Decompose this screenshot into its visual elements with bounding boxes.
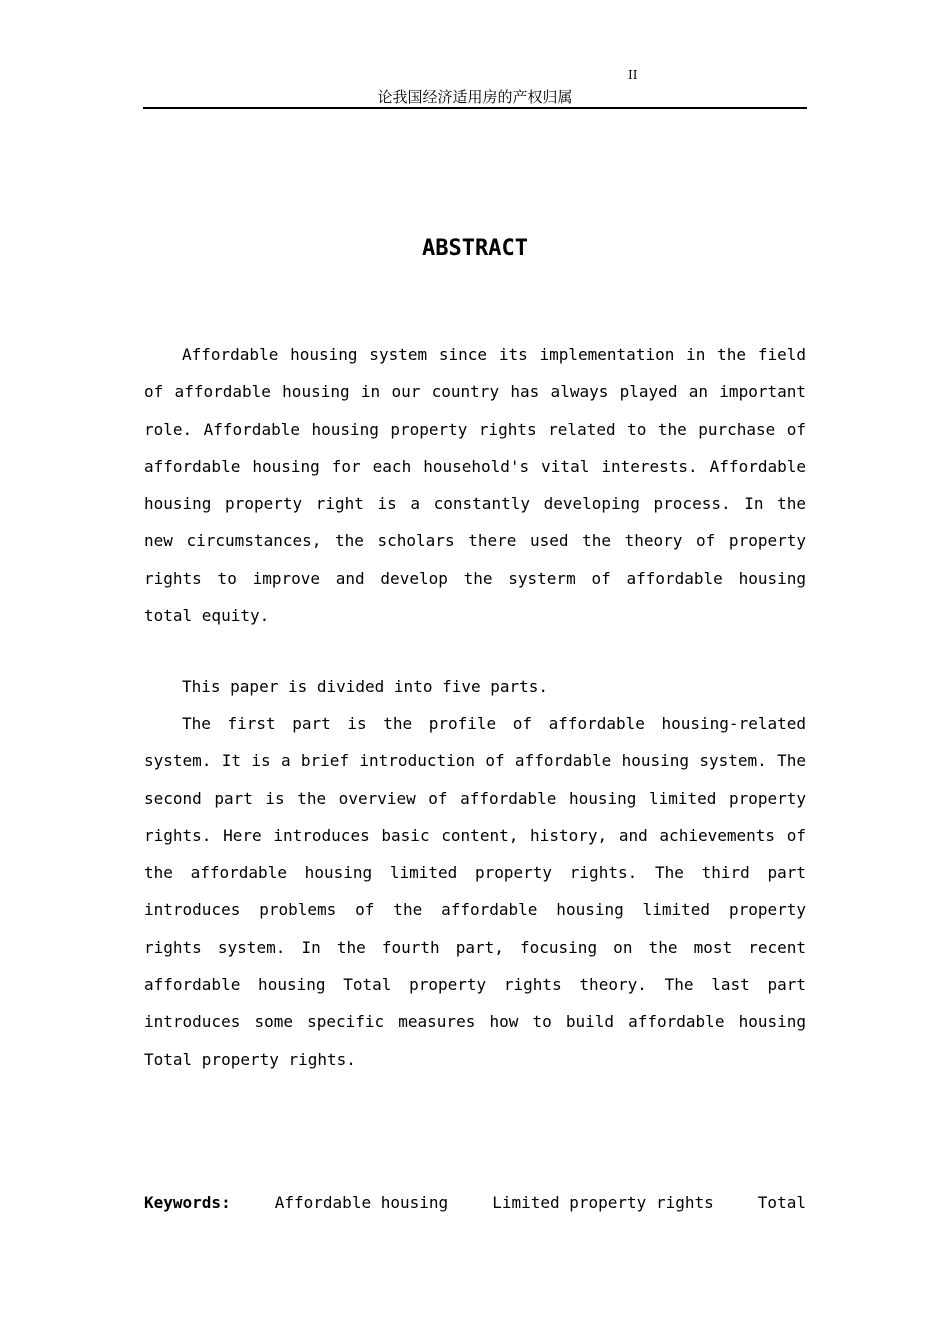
keyword-item-2: Limited property rights <box>492 1193 714 1212</box>
abstract-paragraph-2: This paper is divided into five parts. <box>182 677 549 696</box>
running-header-title: 论我国经济适用房的产权归属 <box>377 88 573 106</box>
abstract-paragraph-1: Affordable housing system since its implementation in the field of affordable housing in our country has always played an important role. Affordable housing property rights related to the purchase of affordable housing for each household's vital interests. Affordable housing property right is a constantly developing process. In the new circumstances, the scholars there used the theory of property rights to improve and develop the systerm of affordable housing total equity. <box>144 345 806 626</box>
abstract-title: ABSTRACT <box>422 236 528 261</box>
keywords-line <box>144 1188 806 1218</box>
abstract-paragraph-3: The first part is the profile of affordable housing-related system. It is a brief introduction of affordable housing system. The second part is the overview of affordable housing limited property rights. Here introduces basic content, history, and achievements of the affordable housing limited property rights. The third part introduces problems of the affordable housing limited property rights system. In the fourth part, focusing on the most recent affordable housing Total property rights theory. The last part introduces some specific measures how to build affordable housing Total property rights. <box>144 714 806 1069</box>
keyword-item-1: Affordable housing <box>274 1193 449 1212</box>
page-number: II <box>628 68 638 82</box>
header-rule <box>143 107 807 109</box>
keyword-item-3: Total <box>757 1193 806 1212</box>
keywords-label: Keywords: <box>144 1193 231 1212</box>
